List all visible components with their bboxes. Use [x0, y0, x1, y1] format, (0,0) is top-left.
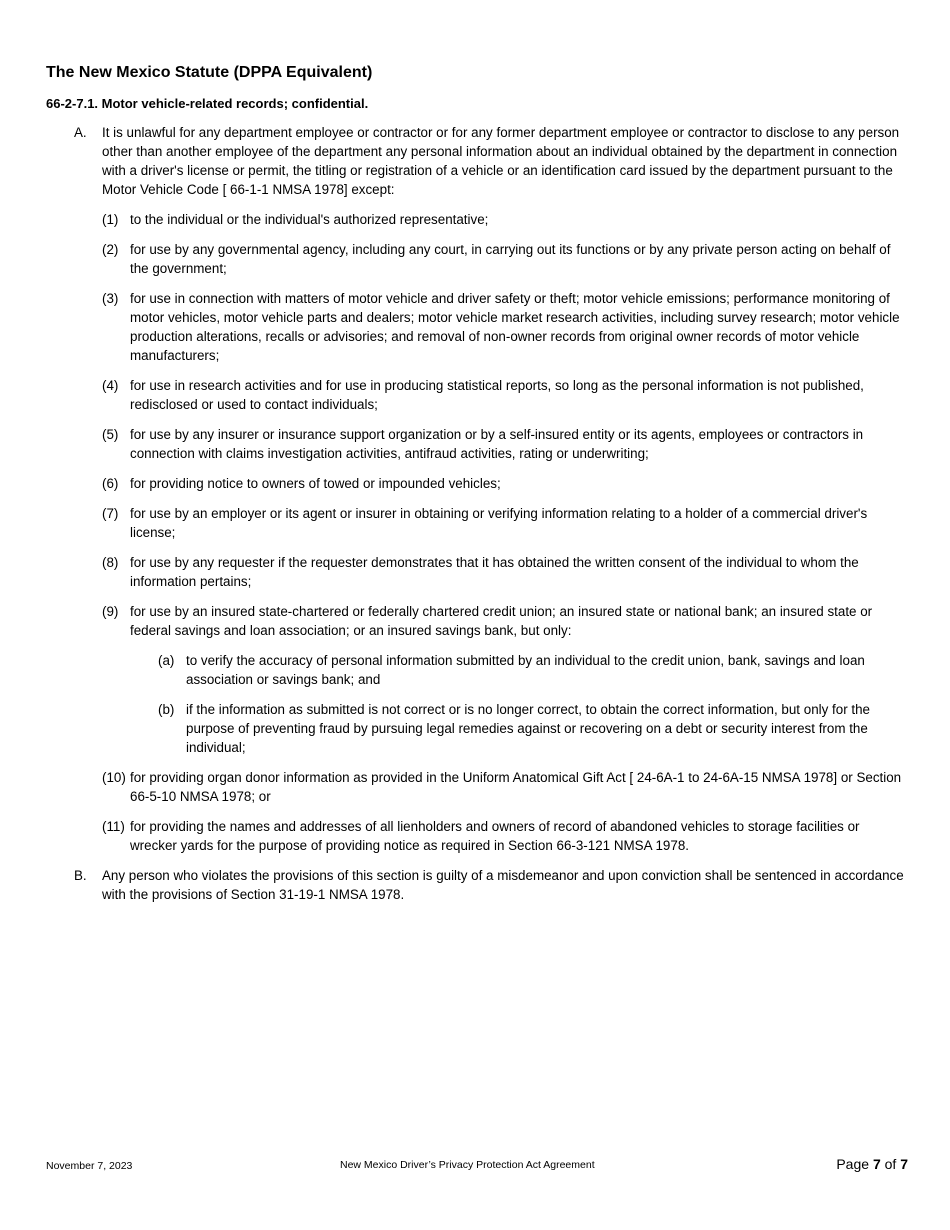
list-item: [102, 425, 908, 463]
statute-heading: 66-2-7.1. Motor vehicle-related records; confidential.: [46, 96, 369, 111]
item-label: (2): [102, 242, 119, 257]
list-item: [102, 504, 908, 542]
list-item: [158, 651, 908, 689]
item-label: (6): [102, 476, 119, 491]
item-label: (4): [102, 378, 119, 393]
section-a: [74, 123, 908, 199]
list-item: [102, 553, 908, 591]
item-text: for providing notice to owners of towed or impounded vehicles;: [130, 476, 501, 491]
item-text: for use by an employer or its agent or insurer in obtaining or verifying information relating to a holder of a commercial driver's license;: [130, 506, 868, 540]
item-label: (5): [102, 427, 119, 442]
item-label: (1): [102, 212, 119, 227]
item-text: for providing the names and addresses of all lienholders and owners of record of abandoned vehicles to storage facilities or wrecker yards for the purpose of providing notice as required in Section 66-3-121 NMSA 1978.: [130, 819, 860, 853]
item-label: (10): [102, 770, 126, 785]
document-title: The New Mexico Statute (DPPA Equivalent): [46, 64, 373, 81]
footer-document-title: New Mexico Driver’s Privacy Protection Act Agreement: [340, 1159, 595, 1171]
page-word: Page: [836, 1156, 870, 1172]
item-label: (3): [102, 291, 119, 306]
list-item: [102, 376, 908, 414]
section-b-label: B.: [74, 868, 87, 883]
page-total: 7: [900, 1156, 908, 1172]
section-b: [74, 866, 908, 904]
page-current: 7: [872, 1156, 881, 1172]
list-item: [102, 602, 908, 640]
item-label: (7): [102, 506, 119, 521]
list-item: [102, 817, 908, 855]
list-item: [102, 240, 908, 278]
section-a-text: It is unlawful for any department employee or contractor or for any former department employee or contractor to disclose to any person other than another employee of the department any personal information about an individual obtained by the department in connection with a driver's license or permit, the titling or registration of a vehicle or an identification card issued by the department pursuant to the Motor Vehicle Code [ 66-1-1 NMSA 1978] except:: [102, 125, 900, 197]
item-text: to the individual or the individual's authorized representative;: [130, 212, 489, 227]
list-item: [102, 289, 908, 365]
list-item: [102, 474, 908, 493]
subitem-label: (b): [158, 702, 175, 717]
item-text: for use by any insurer or insurance support organization or by a self-insured entity or its agents, employees or contractors in connection with claims investigation activities, antifraud activities, rating or underwriting;: [130, 427, 864, 461]
page-footer: [46, 1156, 908, 1176]
subitem-label: (a): [158, 653, 175, 668]
item-text: for use in research activities and for use in producing statistical reports, so long as the personal information is not published, redisclosed or used to contact individuals;: [130, 378, 864, 412]
subitem-text: to verify the accuracy of personal information submitted by an individual to the credit union, bank, savings and loan association or savings bank; and: [186, 653, 865, 687]
page-number: [836, 1156, 908, 1172]
list-item: [102, 210, 908, 229]
page-of: of: [884, 1156, 897, 1172]
footer-date: November 7, 2023: [46, 1160, 133, 1172]
item-text: for use by any requester if the requester demonstrates that it has obtained the written consent of the individual to whom the information pertains;: [130, 555, 859, 589]
item-text: for use by any governmental agency, including any court, in carrying out its functions or by any private person acting on behalf of the government;: [130, 242, 891, 276]
item-label: (9): [102, 604, 119, 619]
item-label: (11): [102, 819, 125, 834]
exception-list-continued: [102, 768, 908, 855]
item-text: for use in connection with matters of motor vehicle and driver safety or theft; motor vehicle emissions; performance monitoring of motor vehicles, motor vehicle parts and dealers; motor vehicle market research activities, including survey research; motor vehicle production alterations, recalls or advisories; and removal of non-owner records from original owner records of motor vehicle manufacturers;: [130, 291, 900, 363]
item-text: for use by an insured state-chartered or federally chartered credit union; an insured state or national bank; an insured state or federal savings and loan association; or an insured savings bank, but only:: [130, 604, 873, 638]
section-a-label: A.: [74, 125, 87, 140]
section-b-text: Any person who violates the provisions of this section is guilty of a misdemeanor and upon conviction shall be sentenced in accordance with the provisions of Section 31-19-1 NMSA 1978.: [102, 868, 904, 902]
item-label: (8): [102, 555, 119, 570]
sub-exception-list: [158, 651, 908, 757]
item-text: for providing organ donor information as provided in the Uniform Anatomical Gift Act [ 24-6A-1 to 24-6A-15 NMSA 1978] or Section 66-5-10 NMSA 1978; or: [130, 770, 902, 804]
list-item: [158, 700, 908, 757]
subitem-text: if the information as submitted is not correct or is no longer correct, to obtain the correct information, but only for the purpose of preventing fraud by pursuing legal remedies against or recovering on a debt or security interest from the individual;: [186, 702, 870, 755]
document-page: [46, 62, 908, 904]
list-item: [102, 768, 908, 806]
exception-list: [102, 210, 908, 640]
